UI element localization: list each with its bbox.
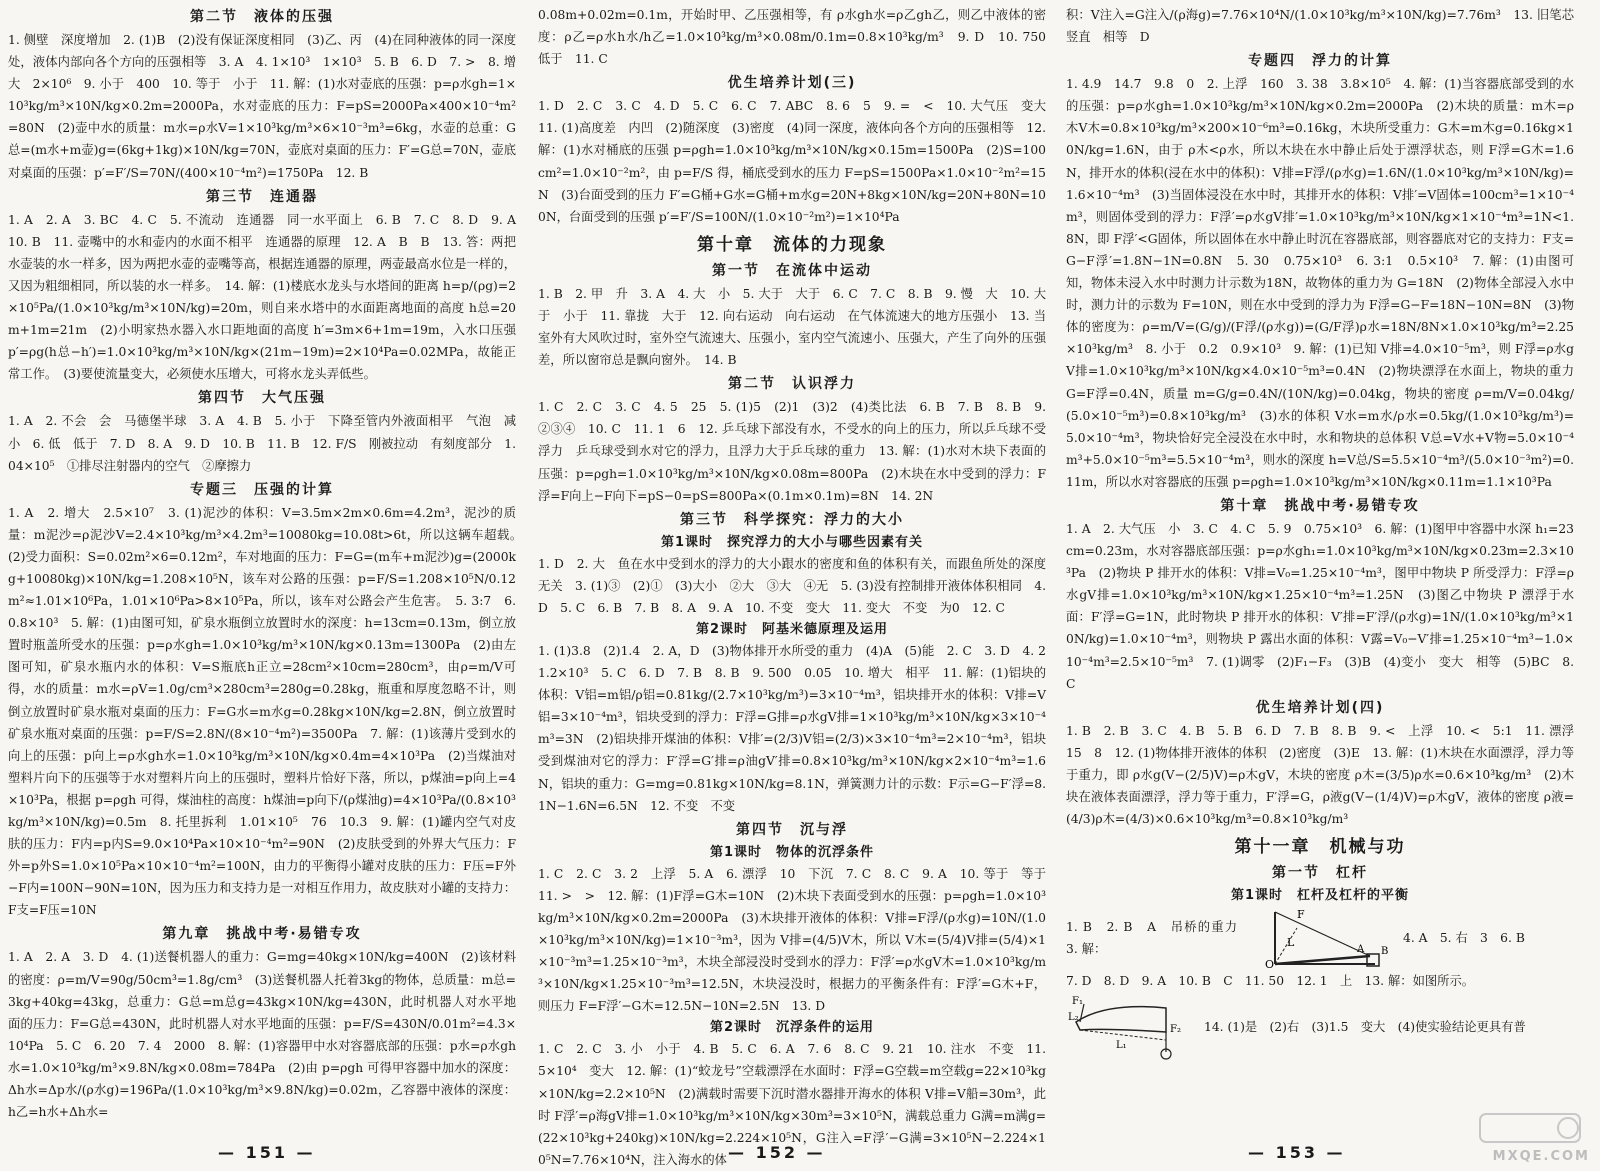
section-heading: 第三节 连通器 — [206, 188, 318, 205]
label-l2: L₂ — [1068, 1012, 1079, 1024]
lever-answer-2: 4. A 5. 右 3 6. B — [1403, 931, 1525, 946]
answer-paragraph: 1. D 2. C 3. C 4. D 5. C 6. C 7. ABC 8. 6 5 9. = < 10. 大气压 变大 11. (1)高度差 内凹 (2)随深度 (3)密度 (4)同一深度，液体向各个方向的压强相等 12. 解：(1)水对桶底的压强 p=ρgh=1.0×10³kg/m³×10N/kg×0.15m=1500Pa (2)S=100cm²=1.0×10⁻²m²，由 p=F/S 得，桶底受到水的压力 F=pS=1500Pa×1.0×10⁻²m²=15N (3)台面受到的压力 F′=G桶+G水=G桶+m水g=20N+8kg×10N/kg=20N+80N=100N，台面受到的压强 p′=F′/S=100N/(1.0×10⁻²m²)=1×10⁴Pa — [538, 99, 1059, 224]
lever-answer-3: 7. D 8. D 9. A 10. B C 11. 50 12. 1 上 13. 解：如图所示。 — [1066, 974, 1475, 989]
column-page-152 — [538, 4, 1059, 1167]
section-heading: 第二节 认识浮力 — [728, 376, 856, 393]
answer-paragraph: 1. 4.9 14.7 9.8 0 2. 上浮 160 3. 38 3.8×10⁵ 4. 解：(1)当容器底部受到的水的压强：p=ρ水gh=1.0×10³kg/m³×10N/kg×0.2m=2000Pa (2)木块的质量：m木=ρ木V木=0.8×10³kg/m³×200×10⁻⁶m³=0.16kg，木块所受重力：G木=m木g=0.16kg×10N/kg=1.6N，由于 ρ木<ρ水，所以木块在水中静止后处于漂浮状态，则 F浮=G木=1.6N，排开水的体积(浸在水中的体积)：V排=F浮/(ρ水g)=1.6N/(1.0×10³kg/m³×10N/kg)=1.6×10⁻⁴m³ (3)当固体浸没在水中时，其排开水的体积：V排′=V固体=100cm³=1×10⁻⁴m³，则固体受到的浮力：F浮′=ρ水gV排′=1.0×10³kg/m³×10N/kg×1×10⁻⁴m³=1N<1.8N，即 F浮′<G固体，所以固体在水中静止时沉在容器底部，则容器底对它的支持力：F支=G−F浮′=1.8N−1N=0.8N 5. 30 0.75×10³ 6. 3:1 0.5×10³ 7. 解：(1)由图可知，物体未浸入水中时测力计示数为18N，故物体的重力为 G=18N (2)物体全部浸入水中时，测力计的示数为 F=10N，则在水中受到的浮力为 F浮=G−F=18N−10N=8N (3)物体的密度为：ρ=m/V=(G/g)/(F浮/(ρ水g))=(G/F浮)ρ水=18N/8N×1.0×10³kg/m³=2.25×10³kg/m³ 8. 小于 0.2 0.9×10³ 9. 解：(1)已知 V排=4.0×10⁻⁵m³，则 F浮=ρ水gV排=1.0×10³kg/m³×10N/kg×4.0×10⁻⁵m³=0.4N (2)物块漂浮在水面上，物块的重力 G=F浮=0.4N，质量 m=G/g=0.4N/(10N/kg)=0.04kg，物块的密度 ρ=m/V=0.04kg/(5.0×10⁻⁵m³)=0.8×10³kg/m³ (3)水的体积 V水=m水/ρ水=0.5kg/(1.0×10³kg/m³)=5.0×10⁻⁴m³，物块恰好完全浸没在水中时，水和物块的总体积 V总=V水+V物=5.0×10⁻⁴m³+5.0×10⁻⁵m³=5.5×10⁻⁴m³，则水的深度 h=V总/S=5.5×10⁻⁴m³/(5.0×10⁻³m²)=0.11m，所以水对容器底的压强 p=ρgh=1.0×10³kg/m³×10N/kg×0.11m=1.1×10³Pa — [1066, 77, 1574, 489]
lever-arm-diagram — [1066, 992, 1196, 1062]
page-number-text: 151 — [245, 1143, 288, 1162]
column-page-153-text — [1066, 4, 1587, 906]
label-f1: F₁ — [1072, 996, 1083, 1008]
label-f: F — [1297, 908, 1305, 922]
answer-paragraph: 1. C 2. C 3. 2 上浮 5. A 6. 漂浮 10 下沉 7. C 8. C 9. A 10. 等于 等于 11. > > 12. 解：(1)F浮=G木=10N (2)木块下表面受到水的压强：p=ρgh=1.0×10³kg/m³×10N/kg×0.2m=2000Pa (3)木块排开液体的体积：V排=F浮/(ρ水g)=10N/(1.0×10³kg/m³×10N/kg)=1×10⁻³m³，因为 V排=(4/5)V木，所以 V木=(5/4)V排=(5/4)×1×10⁻³m³=1.25×10⁻³m³，木块全部浸没时受到水的浮力：F浮′=ρ水gV木=1.0×10³kg/m³×10N/kg×1.25×10⁻³m³=12.5N，木块浸没时，根据力的平衡条件有：F浮′=G木+F，则压力 F=F浮′−G木=12.5N−10N=2.5N 13. D — [538, 866, 1059, 1014]
label-f2: F₂ — [1170, 1024, 1181, 1036]
answer-paragraph: 1. A 2. 增大 2.5×10⁷ 3. (1)泥沙的体积：V=3.5m×2m×0.6m=4.2m³，泥沙的质量：m泥沙=ρ泥沙V=2.4×10³kg/m³×4.2m³=10080kg=10.08t>6t，所以这辆车超载。 (2)受力面积：S=0.02m²×6=0.12m²，车对地面的压力：F=G=(m车+m泥沙)g=(2000kg+10080kg)×10N/kg=1.208×10⁵N，该车对公路的压强：p=F/S=1.208×10⁵N/0.12m²≈1.01×10⁶Pa，1.01×10⁶Pa>8×10⁵Pa，所以，该车对公路会产生危害。 5. 3:7 6. 0.8×10³ 5. 解：(1)由图可知，矿泉水瓶倒立放置时水的深度：h=13cm=0.13m，倒立放置时瓶盖所受水的压强：p=ρ水gh=1.0×10³kg/m³×10N/kg×0.13m=1300Pa (2)由左图可知，矿泉水瓶内水的体积：V=S瓶底h正立=28cm²×10cm=280cm³，由ρ=m/V可得，水的质量：m水=ρV=1.0g/cm³×280cm³=280g=0.28kg，瓶重和厚度忽略不计，则倒立放置时矿泉水瓶对桌面的压力：F=G水=m水g=0.28kg×10N/kg=2.8N，倒立放置时矿泉水瓶对桌面的压强：p=F/S=2.8N/(8×10⁻⁴m²)=3500Pa 7. 解：(1)该薄片受到水的向上的压强：p向上=ρ水gh水=1.0×10³kg/m³×10N/kg×0.4m=4×10³Pa (2)当煤油对塑料片向下的压强等于水对塑料片向上的压强时，塑料片恰好下落，所以，p煤油=p向上=4×10³Pa，根据 p=ρgh 可得，煤油柱的高度：h煤油=p向下/(ρ煤油g)=4×10³Pa/(0.8×10³kg/m³×10N/kg)=0.5m 8. 托里拆利 1.01×10⁵ 76 10.3 9. 解：(1)罐内空气对皮肤的压力：F内=p内S=9.0×10⁴Pa×10×10⁻⁴m²=90N (2)皮肤受到的外界大气压力：F外=p外S=1.0×10⁵Pa×10×10⁻⁴m²=100N，由力的平衡得小罐对皮肤的压力：F压=F外−F内=100N−90N=10N，因为压力和支持力是一对相互作用力，故皮肤对小罐的支持力：F支=F压=10N — [8, 505, 529, 918]
section-heading: 第十一章 机械与功 — [1234, 837, 1406, 858]
column-page-153 — [1066, 4, 1587, 1136]
section-heading: 第九章 挑战中考·易错专攻 — [162, 926, 362, 943]
page-number-152: — 152 — — [728, 1143, 826, 1162]
answer-paragraph: 1. A 2. A 3. BC 4. C 5. 不流动 连通器 同一水平面上 6. B 7. C 8. D 9. A 10. B 11. 壶嘴中的水和壶内的水面不相平 连通器的原理 12. A B B 13. 答：两把水壶装的水一样多，因为两把水壶的壶嘴等高，根据连通器的原理，两壶最高水位是一样的，又因为粗细相同，所以装的水一样多。 14. 解：(1)楼底水龙头与水塔间的距离 h=p/(ρg)=2×10⁵Pa/(1.0×10³kg/m³×10N/kg)=20m，则自来水塔中的水面距离地面的高度 h总=20m+1m=21m (2)小明家热水器入水口距地面的高度 h′=3m×6+1m=19m，入水口压强 p′=ρg(h总−h′)=1.0×10³kg/m³×10N/kg×(21m−19m)=2×10⁴Pa=0.02MPa，故能正常工作。 (3)要使流量变大，必须使水压增大，可将水龙头弄低些。 — [8, 212, 529, 382]
section-heading: 优生培养计划(三) — [727, 75, 857, 92]
section-heading: 第2课时 沉浮条件的运用 — [709, 1020, 875, 1036]
answer-paragraph: 1. 侧壁 深度增加 2. (1)B (2)没有保证深度相同 (3)乙、丙 (4)在同种液体的同一深度处，液体内部向各个方向的压强相等 3. A 4. 1×10³ 1×10³ 5. B 6. D 7. > 8. 增大 2×10⁶ 9. 小于 400 10. 等于 小于 11. 解：(1)水对壶底的压强：p=ρ水gh=1×10³kg/m³×10N/kg×0.2m=2000Pa，水对壶底的压力：F=pS=2000Pa×400×10⁻⁴m²=80N (2)壶中水的质量：m水=ρ水V=1×10³kg/m³×6×10⁻³m³=6kg，水壶的总重：G总=(m水+m壶)g=(6kg+1kg)×10N/kg=70N，壶底对桌面的压力：F′=G总=70N，壶底对桌面的压强：p′=F′/S=70N/(400×10⁻⁴m²)=1750Pa 12. B — [8, 33, 516, 180]
section-heading: 专题四 浮力的计算 — [1248, 53, 1392, 70]
answer-paragraph: 1. D 2. 大 鱼在水中受到水的浮力的大小跟水的密度和鱼的体积有关，而跟鱼所处的深度无关 3. (1)③ (2)① (3)大小 ②大 ③大 ④无 5. (3)没有控制排开液体体积相同 4. D 5. C 6. B 7. B 8. A 9. A 10. 不变 变大 11. 变大 不变 为0 12. C — [538, 556, 1046, 615]
answer-paragraph: 1. (1)3.8 (2)1.4 2. A，D (3)物体排开水所受的重力 (4)A (5)能 2. C 3. D 4. 2 1.2×10³ 5. C 6. D 7. B 8. B 9. 500 0.05 10. 增大 相平 11. 解：(1)铝块的体积：V铝=m铝/ρ铝=0.81kg/(2.7×10³kg/m³)=3×10⁻⁴m³，铝块排开水的体积：V排=V铝=3×10⁻⁴m³，铝块受到的浮力：F浮=G排=ρ水gV排=1×10³kg/m³×10N/kg×3×10⁻⁴m³=3N (2)铝块排开煤油的体积：V排′=(2/3)V铝=(2/3)×3×10⁻⁴m³=2×10⁻⁴m³，铝块受到煤油对它的浮力：F′浮=G′排=ρ油gV′排=0.8×10³kg/m³×10N/kg×2×10⁻⁴m³=1.6N，铝块的重力：G=mg=0.81kg×10N/kg=8.1N，弹簧测力计的示数：F示=G−F′浮=8.1N−1.6N=6.5N 12. 不变 不变 — [538, 643, 1059, 813]
section-heading: 第1课时 探究浮力的大小与哪些因素有关 — [660, 534, 924, 550]
answer-paragraph: 积：V注入=G注入/(ρ海g)=7.76×10⁴N/(1.0×10³kg/m³×10N/kg)=7.76m³ 13. 旧笔芯 竖直 相等 D — [1066, 8, 1587, 45]
answer-paragraph: 1. A 2. 大气压 小 3. C 4. C 5. 9 0.75×10³ 6. 解：(1)图甲中容器中水深 h₁=23cm=0.23m，水对容器底部压强：p=ρ水gh₁=1.0×10³kg/m³×10N/kg×0.23m=2.3×10³Pa (2)物块 P 排开水的体积：V排=V₀=1.25×10⁻⁴m³，图甲中物块 P 所受浮力：F浮=ρ水gV排=1.0×10³kg/m³×10N/kg×1.25×10⁻⁴m³=1.25N (3)图乙中物块 P 漂浮于水面：F′浮=G=1N，此时物块 P 排开水的体积：V′排=F′浮/(ρ水g)=1N/(1.0×10³kg/m³×10N/kg)=1.0×10⁻⁴m³，则物块 P 露出水面的体积：V露=V₀−V′排=1.25×10⁻⁴m³−1.0×10⁻⁴m³=2.5×10⁻⁵m³ 7. (1)调零 (2)F₁−F₃ (3)B (4)变小 变大 相等 (5)BC 8. C — [1066, 521, 1574, 691]
section-heading: 优生培养计划(四) — [1255, 699, 1385, 716]
label-a: A — [1357, 944, 1365, 956]
answer-paragraph: 0.08m+0.02m=0.1m，开始时甲、乙压强相等，有 ρ水gh水=ρ乙gh乙，则乙中液体的密度：ρ乙=ρ水h水/h乙=1.0×10³kg/m³×0.08m/0.1m=0.8×10³kg/m³ 9. D 10. 750 低于 11. C — [538, 8, 1059, 67]
answer-paragraph: 1. B 2. B 3. C 4. B 5. B 6. D 7. B 8. B 9. < 上浮 10. < 5:1 11. 漂浮 15 8 12. (1)物体排开液体的体积 (2)密度 (3)E 13. 解：(1)木块在水面漂浮，浮力等于重力，即 ρ水g(V−(2/5)V)=ρ木gV，木块的密度 ρ木=(3/5)ρ水=0.6×10³kg/m³ (2)木块在液体表面漂浮，浮力等于重力，F′浮=G，ρ液g(V−(1/4)V)=ρ木gV，液体的密度 ρ液=(4/3)ρ木=(4/3)×0.6×10³kg/m³=0.8×10³kg/m³ — [1066, 723, 1587, 827]
section-heading: 第三节 科学探究：浮力的大小 — [680, 511, 904, 528]
section-heading: 第1课时 物体的沉浮条件 — [709, 844, 875, 860]
section-heading: 第1课时 杠杆及杠杆的平衡 — [1230, 888, 1410, 904]
section-heading: 第一节 在流体中运动 — [712, 262, 872, 279]
label-l: L — [1287, 936, 1295, 950]
section-heading: 第十章 挑战中考·易错专攻 — [1220, 497, 1420, 514]
section-heading: 专题三 压强的计算 — [190, 481, 334, 498]
section-heading: 第四节 沉与浮 — [736, 821, 848, 838]
page-number-153: — 153 — — [1248, 1143, 1346, 1162]
watermark-text: MXQE.COM — [1492, 1149, 1590, 1164]
answer-paragraph: 1. C 2. C 3. C 4. 5 25 5. (1)5 (2)1 (3)2 (4)类比法 6. B 7. B 8. B 9. ②③④ 10. C 11. 1 6 12. 乒乓球下部没有水，不受水的向上的压力，所以乒乓球不受浮力 乒乓球受到水对它的浮力，且浮力大于乒乓球的重力 13. 解：(1)水对木块下表面的压强：p=ρgh=1.0×10³kg/m³×10N/kg×0.08m=800Pa (2)木块在水中受到的浮力：F浮=F向上−F向下=pS−0=pS=800Pa×(0.1m×0.1m)=8N 14. 2N — [538, 400, 1046, 503]
section-heading: 第四节 大气压强 — [198, 390, 326, 407]
answer-paragraph: 1. B 2. 甲 升 3. A 4. 大 小 5. 大于 大于 6. C 7. C 8. B 9. 慢 大 10. 大于 小于 11. 靠拢 大于 12. 向右运动 向右运动 在气体流速大的地方压强小 13. 当室外有大风吹过时，室外空气流速大、压强小，室内空气流速小、压强大，产生了向外的压强差，所以窗帘总是飘向窗外。 14. B — [538, 286, 1046, 368]
lever-question-row-2 — [1066, 992, 1574, 1062]
section-heading: 第二节 液体的压强 — [190, 9, 334, 25]
drawbridge-diagram — [1245, 906, 1395, 970]
label-o: O — [1265, 958, 1275, 972]
section-heading: 第2课时 阿基米德原理及运用 — [695, 621, 889, 637]
column-page-151 — [8, 4, 529, 1136]
section-heading: 第一节 杠杆 — [1272, 865, 1368, 882]
lever-question-row — [1066, 906, 1574, 970]
lever-answer-4: 14. (1)是 (2)右 (3)1.5 变大 (4)使实验结论更具有普 — [1204, 1020, 1526, 1035]
answer-paragraph: 1. A 2. A 3. D 4. (1)送餐机器人的重力：G=mg=40kg×10N/kg=400N (2)该材料的密度：ρ=m/V=90g/50cm³=1.8g/cm³ (3)送餐机器人托着3kg的物体，总质量：m总=3kg+40kg=43kg，总重力：G总=m总g=43kg×10N/kg=430N，此时机器人对水平地面的压力：F=G总=430N，此时机器人对水平地面的压强：p=F/S=430N/0.01m²=4.3×10⁴Pa 5. C 6. 20 7. 4 2000 8. 解：(1)容器甲中水对容器底部的压强：p水=ρ水gh水=1.0×10³kg/m³×9.8N/kg×0.08m=784Pa (2)由 p=ρgh 可得甲容器中加水的深度：Δh水=Δp水/(ρ水g)=196Pa/(1.0×10³kg/m³×9.8N/kg)=0.02m，乙容器中液体的深度：h乙=h水+Δh水= — [8, 950, 516, 1120]
page-number-151: — 151 — — [218, 1143, 316, 1162]
page-number-text: 153 — [1275, 1143, 1318, 1162]
section-heading: 第十章 流体的力现象 — [697, 234, 887, 255]
label-l1: L₁ — [1116, 1040, 1127, 1052]
label-b: B — [1381, 946, 1389, 958]
answer-paragraph: 1. A 2. 不会 会 马德堡半球 3. A 4. B 5. 小于 下降至管内外液面相平 气泡 减小 6. 低 低于 7. D 8. A 9. D 10. B 11. B 12. F/S 刚被拉动 有刻度部分 1.04×10⁵ ①排尽注射器内的空气 ②摩擦力 — [8, 414, 516, 473]
page-number-text: 152 — [755, 1143, 798, 1162]
lever-answer-1: 1. B 2. B A 吊桥的重力 3. 解： — [1066, 920, 1250, 957]
answer-paragraph: 1. C 2. C 3. 小 小于 4. B 5. C 6. A 7. 6 8. C 9. 21 10. 注水 不变 11. 5×10⁴ 变大 12. 解：(1)“蛟龙号”空载漂浮在水面时：F浮=G空载=m空载g=22×10³kg×10N/kg=2.2×10⁵N (2)满载时需要下沉时潜水器排开海水的体积 V排=V船=30m³，此时 F浮′=ρ海gV排=1.0×10³kg/m³×10N/kg×30m³=3×10⁵N，满载总重力 G满=m满g=(22×10³kg+240kg)×10N/kg=2.224×10⁵N，G注入=F浮′−G满=3×10⁵N−2.224×10⁵N=7.76×10⁴N，注入海水的体 — [538, 1042, 1046, 1167]
